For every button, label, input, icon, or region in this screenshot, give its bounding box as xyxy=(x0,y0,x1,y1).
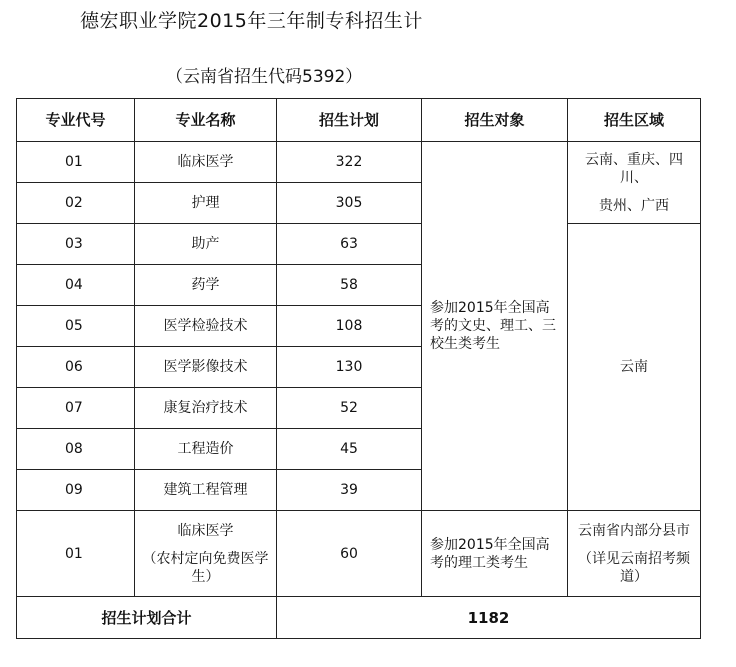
region-group-3-line2: （详见云南招考频道） xyxy=(578,550,690,585)
major-code: 09 xyxy=(17,470,135,511)
region-group-3 xyxy=(568,511,701,597)
major-name: 临床医学 xyxy=(135,142,277,183)
table-row xyxy=(17,142,701,183)
enrollment-code-subtitle: （云南省招生代码5392） xyxy=(166,67,363,87)
header-major-code: 专业代号 xyxy=(17,99,135,142)
plan-count: 305 xyxy=(277,183,422,224)
major-code: 02 xyxy=(17,183,135,224)
target-group-1: 参加2015年全国高考的文史、理工、三校生类考生 xyxy=(422,142,568,511)
major-name: 护理 xyxy=(135,183,277,224)
major-code: 01 xyxy=(17,511,135,597)
page-title: 德宏职业学院2015年三年制专科招生计 xyxy=(80,10,423,32)
header-target: 招生对象 xyxy=(422,99,568,142)
major-name xyxy=(135,511,277,597)
plan-count: 45 xyxy=(277,429,422,470)
header-plan: 招生计划 xyxy=(277,99,422,142)
major-code: 04 xyxy=(17,265,135,306)
plan-count: 39 xyxy=(277,470,422,511)
plan-count: 63 xyxy=(277,224,422,265)
region-group-1-line2: 贵州、广西 xyxy=(599,197,669,214)
plan-count: 60 xyxy=(277,511,422,597)
major-code: 05 xyxy=(17,306,135,347)
total-row xyxy=(17,597,701,639)
total-label: 招生计划合计 xyxy=(17,597,277,639)
major-name: 建筑工程管理 xyxy=(135,470,277,511)
region-group-1-line1: 云南、重庆、四川、 xyxy=(585,151,683,186)
major-name: 工程造价 xyxy=(135,429,277,470)
table-header-row xyxy=(17,99,701,142)
table-row-rural-clinical xyxy=(17,511,701,597)
enrollment-plan-table xyxy=(16,98,701,639)
plan-count: 52 xyxy=(277,388,422,429)
major-name: 医学检验技术 xyxy=(135,306,277,347)
major-name: 助产 xyxy=(135,224,277,265)
major-code: 06 xyxy=(17,347,135,388)
major-code: 03 xyxy=(17,224,135,265)
major-name-line1: 临床医学 xyxy=(177,522,234,539)
target-group-2: 参加2015年全国高考的理工类考生 xyxy=(422,511,568,597)
total-value: 1182 xyxy=(277,597,701,639)
region-group-2: 云南 xyxy=(568,224,701,511)
major-code: 08 xyxy=(17,429,135,470)
region-group-3-line1: 云南省内部分县市 xyxy=(578,522,690,539)
major-name: 医学影像技术 xyxy=(135,347,277,388)
table-row xyxy=(17,224,701,265)
plan-count: 322 xyxy=(277,142,422,183)
major-code: 01 xyxy=(17,142,135,183)
region-group-1 xyxy=(568,142,701,224)
plan-count: 108 xyxy=(277,306,422,347)
major-code: 07 xyxy=(17,388,135,429)
major-name-line2: （农村定向免费医学生） xyxy=(142,550,269,585)
header-major-name: 专业名称 xyxy=(135,99,277,142)
plan-count: 58 xyxy=(277,265,422,306)
major-name: 康复治疗技术 xyxy=(135,388,277,429)
major-name: 药学 xyxy=(135,265,277,306)
header-region: 招生区域 xyxy=(568,99,701,142)
plan-count: 130 xyxy=(277,347,422,388)
